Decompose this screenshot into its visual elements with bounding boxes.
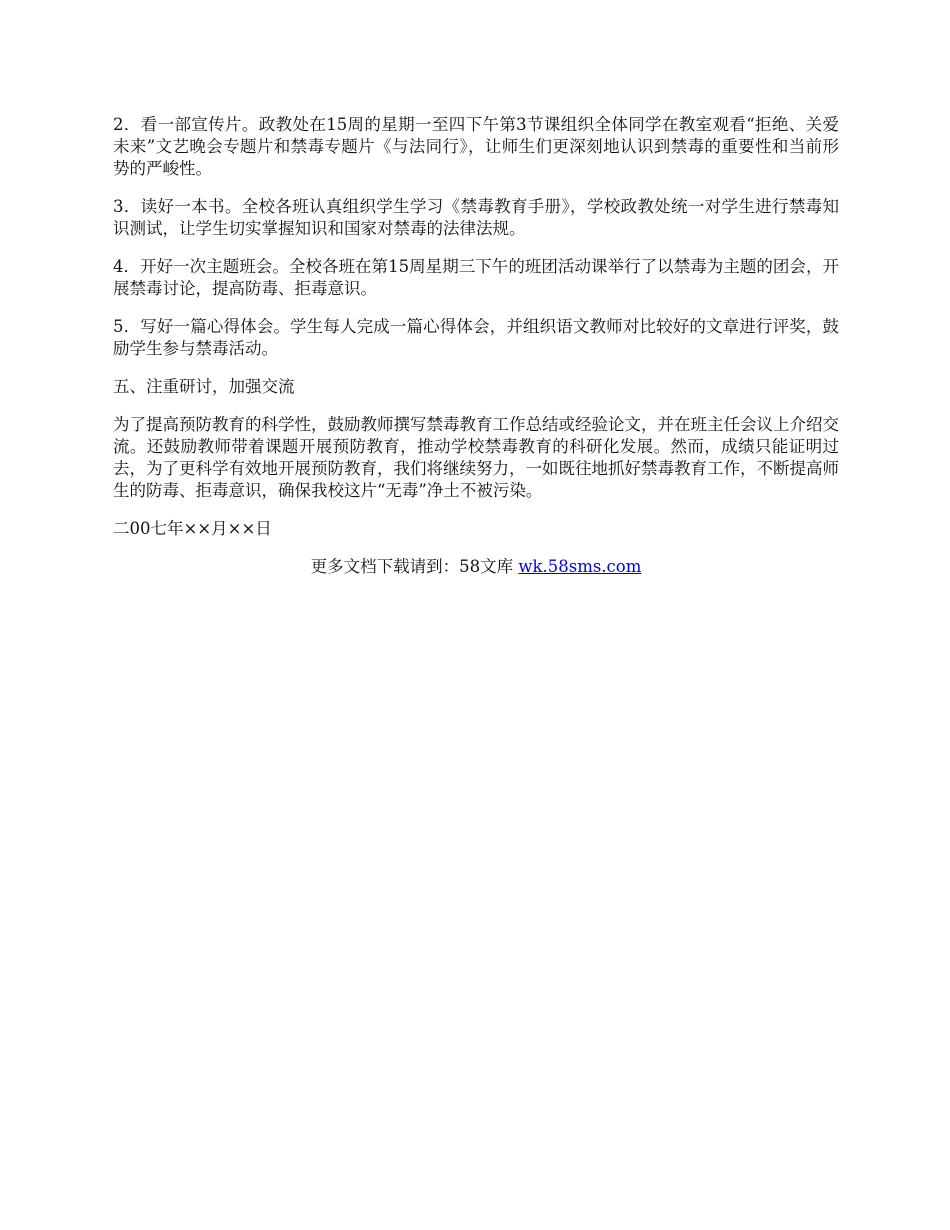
paragraph-item-4: 4．开好一次主题班会。全校各班在第15周星期三下午的班团活动课举行了以禁毒为主题的团会，开展禁毒讨论，提高防毒、拒毒意识。 [113, 257, 839, 298]
footer-text: 更多文档下载请到：58文库 [310, 557, 519, 576]
section-paragraph: 为了提高预防教育的科学性，鼓励教师撰写禁毒教育工作总结或经验论文，并在班主任会议上介绍交流。还鼓励教师带着课题开展预防教育，推动学校禁毒教育的科研化发展。然而，成绩只能证明过去，为了更科学有效地开展预防教育，我们将继续努力，一如既往地抓好禁毒教育工作，不断提高师生的防毒、拒毒意识，确保我校这片“无毒”净土不被污染。 [113, 415, 839, 500]
footer-link[interactable]: wk.58sms.com [518, 557, 642, 576]
document-date: 二00七年××月××日 [113, 519, 272, 538]
section-heading: 五、注重研讨，加强交流 [113, 377, 295, 396]
paragraph-item-3: 3．读好一本书。全校各班认真组织学生学习《禁毒教育手册》，学校政教处统一对学生进行禁毒知识测试，让学生切实掌握知识和国家对禁毒的法律法规。 [113, 197, 839, 238]
download-footer [113, 556, 839, 578]
paragraph-item-5: 5．写好一篇心得体会。学生每人完成一篇心得体会，并组织语文教师对比较好的文章进行评奖，鼓励学生参与禁毒活动。 [113, 317, 839, 358]
paragraph-item-2: 2．看一部宣传片。政教处在15周的星期一至四下午第3节课组织全体同学在教室观看“拒绝、关爱未来”文艺晚会专题片和禁毒专题片《与法同行》，让师生们更深刻地认识到禁毒的重要性和当前形势的严峻性。 [113, 115, 839, 178]
document-body [113, 114, 839, 578]
